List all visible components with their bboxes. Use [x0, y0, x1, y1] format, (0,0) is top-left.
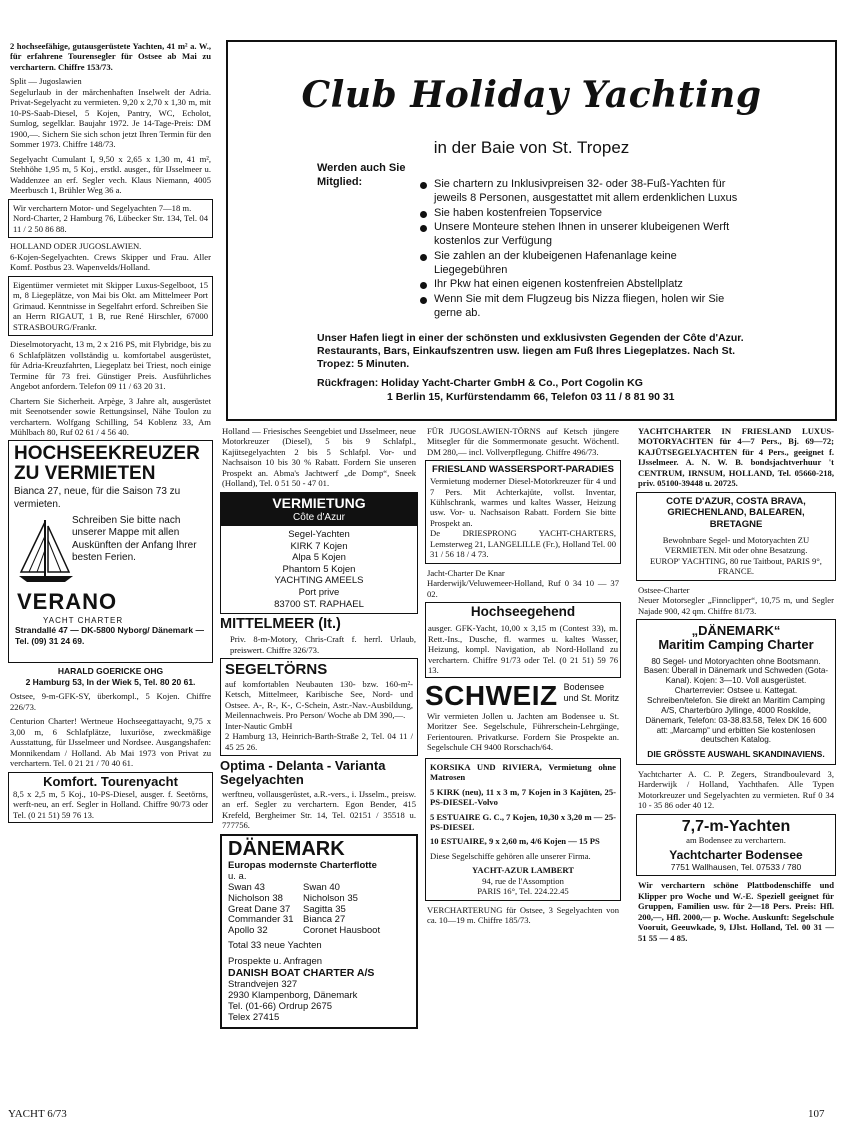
cote-azur-ad [636, 492, 836, 581]
daenemark-prospekt: Prospekte u. Anfragen [228, 955, 323, 967]
korsika-line: 5 KIRK (neu), 11 x 3 m, 7 Kojen in 3 Kajüten, 25-PS-DIESEL-Volvo [430, 786, 616, 808]
hochseekreuzer-agent: HARALD GOERICKE OHG 2 Hamburg 53, In der Wiek 5, Tel. 80 20 61. [25, 666, 196, 687]
korsika-title: KORSIKA UND RIVIERA, Vermietung ohne Matrosen [430, 761, 616, 783]
classified-ad: Split — Jugoslawien Segelurlaub in der märchenhaften Inselwelt der Adria. Privat-Segelyacht zu vermieten. 9,20 x 2,70 x 1,30 m, mit 10-PS-Saab-Diesel, 5 Kojen, Pantry, WC, Echolot, Sumlog, segelklar. Baujahr 1972. Je 14-Tage-Preis: DM 1900,—. Sichern Sie sich schon jetzt Ihren Termin für den Sommer 1973. Chiffre 148/73. [10, 76, 211, 150]
club-bullet: Sie chartern zu Inklusivpreisen 32- oder 38-Fuß-Yachten für jeweils 8 Personen, ausgestattet mit allem erdenklichen Luxus [418, 178, 748, 206]
friesland-text: Vermietung moderner Diesel-Motorkreuzer für 4 und 7 Pers. Mit Achterkajüte, vollst. Inventar, Kühlschrank, warmes und kaltes Wasser, Heizung usw. Vor- u. Nachsaison Rabatt. Fordern Sie bitte Prospekt an. De DRIESPRONG YACHT-CHARTERS, Lemsterweg 21, LANGELILLE (Fr.), Holland Tel. 00 31 / 56 18 / 4 73. [430, 476, 616, 560]
classified-ad-boxed: Eigentümer vermietet mit Skipper Luxus-Segelboot, 15 m, 8 Liegeplätze, von Mai bis Okt. am Mittelmeer Port Grimaud. Kenntnisse in Segelfahrt erford. Schreiben Sie an Herrn RIGAUT, 1 B, rue René Hirschler, 67000 STRASBOURG/Frankr. [8, 276, 213, 336]
classified-ad: YACHTCHARTER IN FRIESLAND LUXUS-MOTORYACHTEN für 4—7 Pers., Bj. 69—72; KAJÜTSEGELYACHTEN für 4 Pers., geeignet f. IJsselmeer. A. N. W. B. bondsjachtverhuur 't CENTRUM, IRNSUM, HOLLAND, Tel. 05660-218, priv. 05100-39448 u. 20725. [638, 426, 834, 489]
korsika-line: 5 ESTUAIRE G. C., 7 Kojen, 10,30 x 3,20 m — 25-PS-DIESEL [430, 811, 616, 832]
mittelmeer-text: Priv. 8-m-Motory, Chris-Craft f. herrl. Urlaub, preiswert. Chiffre 326/73. [230, 634, 416, 655]
club-contact-line: Rückfragen: Holiday Yacht-Charter GmbH & Co., Port Cogolin KG [317, 377, 643, 389]
vermietung-ad [220, 492, 418, 614]
column-4 [636, 425, 836, 946]
column-1 [8, 40, 213, 823]
maritim-text: 80 Segel- und Motoryachten ohne Bootsmann. Basen: Überall in Dänemark und Schweden (Gota-Kanal). Kojen: 3—10. Voll ausgerüstet. Charterrevier: Ostsee u. Kattegat. Schreiben/telefon. Sie direkt an Maritim Camping A/S, Charterbüro Jyllinge, 4000 Roskilde, Dänemark, Telefon: 03-38.83.58, Telex DK 16 600 att: „Marcamp“ und erbitten Sie kostenlosen deutschen Katalog. [643, 656, 829, 745]
hochseegehend-ad [425, 602, 621, 677]
schweiz-ad [425, 679, 621, 754]
hochseekreuzer-title: HOCHSEEKREUZER [14, 443, 200, 465]
classified-ad: Chartern Sie Sicherheit. Arpège, 3 Jahre alt, ausgerüstet mit Seenotsender sowie Rettungsinsel, Nähe Toulon zu verchartern. Wolfgang Schilling, 54 Koblenz 33, Am Mühlbach 80, Ruf 02 61 / 4 56 40. [10, 395, 211, 437]
classified-ad: VERCHARTERUNG für Ostsee, 3 Segelyachten von ca. 10—19 m. Chiffre 185/73. [427, 904, 619, 926]
korsika-ad [425, 758, 621, 901]
bodensee-address: 7751 Wallhausen, Tel. 07533 / 780 [670, 861, 802, 872]
mittelmeer-title: MITTELMEER (It.) [220, 616, 341, 633]
friesland-ad [425, 460, 621, 563]
maritim-title: „DÄNEMARK“ [691, 623, 781, 639]
schweiz-side: Bodensee und St. Moritz [563, 681, 620, 703]
hochseekreuzer-subtitle: ZU VERMIETEN [14, 463, 156, 485]
column-3 [425, 425, 621, 929]
bodensee-name: Yachtcharter Bodensee [669, 847, 803, 862]
daenemark-company: DANISH BOAT CHARTER A/S [228, 967, 375, 980]
classified-ad-boxed: Wir verchartern Motor- und Segelyachten 7—18 m. Nord-Charter, 2 Hamburg 76, Lübecker Str. 134, Tel. 04 11 / 2 50 86 88. [8, 199, 213, 238]
hochseekreuzer-line: Bianca 27, neue, für die Saison 73 zu vermieten. [14, 486, 181, 510]
classified-ad: Wir verchartern schöne Plattbodenschiffe und Klipper pro Woche und W.-E. Speziell geeignet für Gruppen, Familien usw. für 2—18 Pers. Preis: Hfl. 200,—, Hfl. 2000,— p. Woche. Auskunft: Segelschule Vooruit, Geeuwkade, 9, IJlst. Holland, Tel. 00 31 — 51 55 — 4 85. [638, 880, 834, 943]
korsika-address: 94, rue de l'Assomption PARIS 16°, Tel. 224.22.45 [477, 875, 569, 897]
korsika-line: 10 ESTUAIRE, 9 x 2,60 m, 4/6 Kojen — 15 PS [430, 836, 600, 847]
komfort-text: 8,5 x 2,5 m, 5 Koj., 10-PS-Diesel, ausger. f. Seetörns, werft-neu, an erf. Segler in Holland. Chiffre 90/73 oder Tel. (0 21 51) 59 76 13. [13, 788, 208, 820]
footer-left: YACHT 6/73 [8, 1108, 67, 1120]
club-contact-address: 1 Berlin 15, Kurfürstendamm 66, Telefon 03 11 / 8 81 90 31 [387, 391, 675, 404]
club-bullet-list [418, 178, 748, 322]
club-holiday-yachting-ad [226, 40, 837, 421]
boat-item: Swan 43 [228, 881, 265, 893]
footer-page-number: 107 [808, 1108, 825, 1120]
boat-item: Sagitta 35 [303, 903, 346, 915]
hochseegehend-text: ausger. GFK-Yacht, 10,00 x 3,15 m (Contest 33), m. Rett.-Ins., Dusche, fl. warmes u. kaltes Wasser, Heizung, kompl. Navigation, ab Nord-Holland zu verchartern. Chiffre 91/73 oder Tel. (0 21 51) 59 76 13. [428, 623, 618, 676]
bodensee-title: 7,7-m-Yachten [681, 817, 791, 835]
boat-item: Coronet Hausboot [303, 925, 381, 937]
club-bullet: Wenn Sie mit dem Flugzeug bis Nizza fliegen, holen wir Sie gerne ab. [418, 293, 748, 321]
maritim-subtitle: Maritim Camping Charter [658, 637, 814, 653]
boat-item: Nicholson 38 [228, 892, 283, 904]
segeltoerns-text: auf komfortablen Neubauten 130- bzw. 160-m²-Ketsch, Mittelmeer, Karibische See, Nord- und Ostsee. A-, R-, K-, C-Schein, Astr.-Nav.-Ausbildung, Meilennachweis. Pro Person/ Woche ab DM 390,—. Inter-Nautic GmbH 2 Hamburg 13, Heinrich-Barth-Straße 2, Tel. 04 11 / 45 25 26. [225, 678, 413, 752]
boat-item: Swan 40 [303, 881, 340, 893]
classified-ad: Yachtcharter A. C. P. Zegers, Strandboulevard 3, Harderwijk / Holland, Yachthafen. Alle Typen Motorkreuzer und Segelyachten zu vermieten. Ruf 0 34 10 - 35 86 oder 40 12. [638, 768, 834, 811]
classified-ad: Jacht-Charter De Knar Harderwijk/Veluwemeer-Holland, Ruf 0 34 10 — 37 02. [427, 567, 619, 599]
boat-item: Great Dane 37 [228, 903, 291, 915]
daenemark-ad [220, 834, 418, 1029]
cote-azur-text: Bewohnbare Segel- und Motoryachten ZU VERMIETEN. Mit oder ohne Besatzung. EUROP' YACHTING, 80 rue Taitbout, PARIS 9°, FRANCE. [650, 534, 822, 577]
boat-item: Bianca 27 [303, 914, 346, 926]
korsika-company: YACHT-AZUR LAMBERT [472, 865, 574, 876]
optima-text: werftneu, vollausgerüstet, a.R.-vers., i. IJsselm., preisw. an erf. Segler zu verchartern. Egon Bender, 415 Krefeld, Bergheimer Str. 14, Tel. 02151 / 35518 u. 777756. [222, 788, 416, 831]
daenemark-title: DÄNEMARK [228, 837, 345, 860]
cote-azur-title: COTE D'AZUR, COSTA BRAVA, GRIECHENLAND, BALEAREN, BRETAGNE [666, 495, 806, 531]
classified-ad: Dieselmotoryacht, 13 m, 2 x 216 PS, mit Flybridge, bis zu 6 Schlafplätzen vollständig u. komfortabel ausgerüstet, für Adria-Kreuzfahrten, Liegeplatz bei Triest, noch einige Termine für 73 frei. Günstiger Preis. Ausführliches Angebot anfordern. Telefon 09 11 / 63 20 31. [10, 339, 211, 392]
optima-title: Optima - Delanta - Varianta Segelyachten [220, 758, 386, 788]
schweiz-text: Wir vermieten Jollen u. Jachten am Bodensee u. St. Moritzer See. Segelschule, Führerschein-Lehrgänge, Ferientouren. Privatkurse. Fordern Sie Prospekte an. Segelschule CH 9400 Rorschach/64. [427, 710, 619, 753]
hochseekreuzer-ad [8, 440, 213, 663]
daenemark-boat-list [228, 883, 410, 938]
segeltoerns-ad [220, 658, 418, 756]
classified-ad: FÜR JUGOSLAWIEN-TÖRNS auf Ketsch jüngere Mitsegler für die Sommermonate gesucht. Wöchentl. DM 280,— incl. Vollverpflegung. Chiffre 496/73. [427, 426, 619, 457]
club-bullet: Sie haben kostenfreien Topservice [418, 207, 748, 221]
korsika-note: Diese Segelschiffe gehören alle unserer Firma. [430, 850, 591, 861]
hochseekreuzer-address: Strandallé 47 — DK-5800 Nyborg/ Dänemark — Tel. (09) 31 24 69. [15, 625, 204, 646]
daenemark-total: Total 33 neue Yachten [228, 940, 322, 952]
segeltoerns-title: SEGELTÖRNS [225, 661, 328, 679]
vermietung-subtitle: Côte d'Azur [221, 512, 417, 526]
daenemark-address: Strandvejen 327 2930 Klampenborg, Dänemark Tel. (01-66) Ordrup 2675 Telex 27415 [228, 979, 358, 1024]
verano-logo: VERANO YACHT CHARTER [17, 589, 124, 626]
column-2 [220, 425, 418, 1029]
club-bullet: Sie zahlen an der klubeigenen Hafenanlage keine Liegegebühren [418, 250, 748, 278]
club-contact [317, 376, 747, 404]
hochseegehend-title: Hochseegehend [470, 604, 576, 620]
club-paragraph: Unser Hafen liegt in einer der schönsten und exklusivsten Gegenden der Côte d'Azur. Restaurants, Bars, Einkaufszentren usw. liegen am Fuß Ihres Liegeplatzes. Nach St. Tropez: 5 Minuten. [317, 332, 744, 371]
club-logo: Club Holiday Yachting [301, 74, 762, 116]
komfort-tourenyacht-ad [8, 772, 213, 824]
boat-item: Commander 31 [228, 914, 294, 926]
boat-item: Apollo 32 [228, 925, 268, 937]
maritim-footer: DIE GRÖSSTE AUSWAHL SKANDINAVIENS. [647, 749, 825, 760]
bodensee-ad [636, 814, 836, 877]
club-member-heading: Werden auch Sie Mitglied: [317, 162, 406, 188]
daenemark-subtitle: Europas modernste Charterflotte [228, 859, 377, 871]
classified-ad: Ostsee, 9-m-GFK-SY, überkompl., 5 Kojen. Chiffre 226/73. [10, 691, 211, 712]
club-subtitle: in der Baie von St. Tropez [433, 138, 630, 157]
classified-ad: Centurion Charter! Wertneue Hochseegattayacht, 9,75 x 3,00 m, 6 Schlafplätze, luxuriöse, zweckmäßige Ausstattung, für IJsselmeer und Nordsee. Ausgangshafen: Monnikendam / Holland. Ab Mai 1973 von Privat zu verchartern. Tel. 0 21 21 / 70 40 61. [10, 716, 211, 769]
vermietung-text: Segel-Yachten KIRK 7 Kojen Alpa 5 Kojen Phantom 5 Kojen YACHTING AMEELS Port prive 83700 ST. RAPHAEL [274, 529, 364, 610]
daenemark-ua: u. a. [228, 871, 247, 883]
sailboat-icon [17, 516, 77, 586]
classified-ad: HOLLAND ODER JUGOSLAWIEN. 6-Kojen-Segelyachten. Crews Skipper und Frau. Aller Komf. Postbus 23. Wapenvelds/Holland. [10, 241, 211, 273]
komfort-title: Komfort. Tourenyacht [43, 773, 178, 789]
classified-ad: 2 hochseefähige, gutausgerüstete Yachten, 41 m² a. W., für erfahrene Tourensegler für Ostsee ab Mai zu verchartern. Chiffre 153/73. [10, 41, 211, 72]
vermietung-title: VERMIETUNG [221, 493, 417, 512]
schweiz-title: SCHWEIZ [425, 679, 558, 711]
club-bullet: Unsere Monteure stehen Ihnen in unserer klubeigenen Werft kostenlos zur Verfügung [418, 221, 748, 249]
friesland-title: FRIESLAND WASSERSPORT-PARADIES [432, 464, 614, 476]
bodensee-subtitle: am Bodensee zu verchartern. [686, 835, 786, 846]
classified-ad: Holland — Friesisches Seengebiet und IJsselmeer, neue Motorkreuzer (Diesel), 5 bis 9 Schlafpl., Kajütsegelyachten 2 bis 5 Schlafpl. Vor- und Nachsaison 10 bis 30 % Rabatt. Fordern Sie unseren Prospekt an. Abma's Jachtwerf „de Domp“, Sneek (Holland), Tel. 0 51 50 - 47 01. [222, 426, 416, 489]
classified-ad: Ostsee-Charter Neuer Motorsegler „Finnclipper“, 10,75 m, und Segler Najade 900, 42 qm. Chiffre 81/73. [638, 584, 834, 616]
hochseekreuzer-text: Schreiben Sie bitte nach unserer Mappe mit allen Auskünften der Anfang Ihrer besten Ferien. [72, 514, 197, 564]
classified-ad: Segelyacht Cumulant I, 9,50 x 2,65 x 1,30 m, 41 m², Stehhöhe 1,95 m, 5 Koj., erstkl. ausger., für IJsselmeer u. Waddenzee an erf. Segler vech. Klaus Niemann, 4005 Meerbusch 1, Brühler Weg 36 a. [10, 153, 211, 196]
maritim-camping-ad [636, 619, 836, 765]
boat-item: Nicholson 35 [303, 892, 358, 904]
club-bullet: Ihr Pkw hat einen eigenen kostenfreien Abstellplatz [418, 278, 748, 292]
